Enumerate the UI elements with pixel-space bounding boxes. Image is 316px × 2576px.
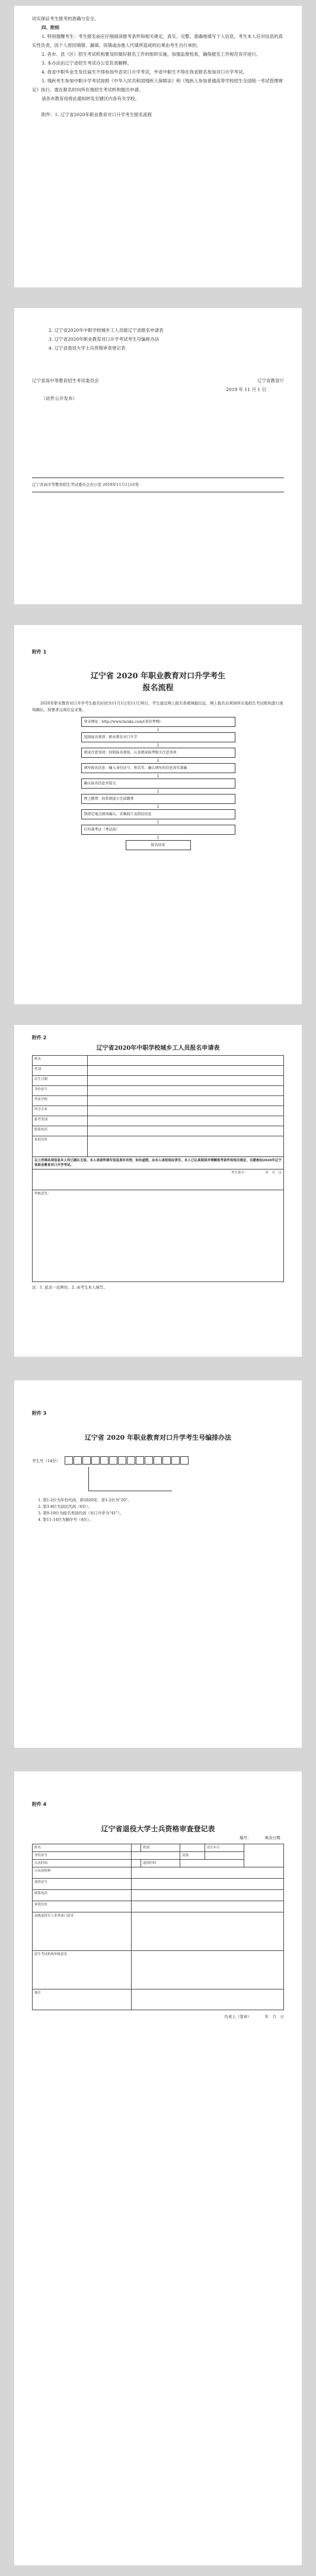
form-field[interactable]	[88, 1056, 284, 1066]
form-field[interactable]	[132, 1912, 284, 1951]
document-page-attachment-2	[14, 1025, 302, 1357]
paragraph: 4. 我省中职毕业生及往届生不得参加外省对口升学考试，外省中职生不得在我省报名参加对口升学考试。	[42, 69, 248, 75]
form-field[interactable]	[132, 1901, 284, 1912]
form-label: 出生年月	[205, 1844, 244, 1852]
flow-step: 确认报名信息并提交	[81, 778, 235, 789]
form-label: 招生考试机构审核意见	[33, 1951, 132, 1989]
publication-note: （此件公开发布）	[42, 396, 77, 401]
rule-item: 3. 第9-10位为报名类别代码（对口升学为"41"）。	[38, 1511, 124, 1516]
form-label: 备注	[33, 1989, 132, 2010]
form-label: 退役时间	[141, 1860, 180, 1867]
form-label: 民族	[180, 1852, 205, 1860]
form-meta: 编号： 填表日期：	[240, 1835, 284, 1840]
document-page-attachment-3	[14, 1380, 302, 1748]
section-heading: 四、附则	[42, 25, 59, 30]
attachment-tag: 附件 3	[32, 1411, 47, 1416]
form-field[interactable]	[205, 1852, 244, 1860]
form-label: 身份证号	[33, 1086, 88, 1096]
flow-arrow: ↓	[156, 742, 160, 748]
flow-arrow: ↓	[156, 804, 160, 809]
paragraph: 5. 残疾考生参加中职升学考试按照《中华人民共和国残疾人保障法》和《残疾人参加普通高等学校招生全国统一考试管理规定》执行，需在报名时向所在地招生考试机构提出申请。	[32, 78, 283, 92]
form-label: 入伍时间	[33, 1860, 132, 1867]
photo-field[interactable]	[244, 1844, 284, 1867]
flow-arrow: ↓	[156, 789, 160, 794]
form-field[interactable]	[132, 1951, 284, 1989]
form-label: 家庭住址	[33, 1901, 132, 1912]
attachment-item: 2. 辽宁省2020年中职学校城乡工人员报辽宁省报名申请表	[49, 328, 164, 333]
rule-item: 1. 第1-2位为年份代码，即2020年，第1-2位为"20"。	[38, 1498, 132, 1502]
form-field[interactable]	[88, 1126, 284, 1136]
paragraph: 2. 各市、县（区）招生考试机构要及时做好报名工作的组织实施，加强监督检查，确保报名工作规范有序进行。	[42, 52, 261, 57]
attachment-title: 辽宁省退役大学士兵资格审查登记表	[101, 1825, 215, 1833]
issuer-right: 辽宁省教育厅	[257, 378, 284, 383]
attachment-tag: 附件 2	[32, 1035, 47, 1040]
document-page-2	[14, 308, 302, 604]
flow-step: 选择报名类别：职业教育对口升学	[81, 732, 235, 742]
attachment-title: 报名流程	[142, 684, 174, 693]
attachment-list-heading: 附件：1. 辽宁省2020年职业教育对口升学考生报名流程	[42, 112, 152, 117]
form-label: 入伍前院校	[33, 1867, 132, 1879]
form-signature: 考生签字： 年 月 日	[33, 1170, 284, 1190]
flow-step: 到指定地点现场确认，采集照片及指纹信息	[81, 809, 235, 819]
exam-number-cells	[65, 1456, 189, 1467]
flow-step: 登录网址：http://www.lnzsks.com/(省招考网)	[81, 717, 235, 727]
attachment-title: 辽宁省 2020 年职业教育对口升学考生	[90, 672, 226, 681]
form-review: 审核意见：	[33, 1190, 284, 1282]
form-field[interactable]	[88, 1106, 284, 1116]
attachment-title: 辽宁省2020年中职学校城乡工人员报名申请表	[96, 1045, 220, 1052]
paragraph: 切实保证考生报考的准确与安全。	[32, 16, 99, 21]
flow-arrow: ↓	[156, 835, 160, 840]
issuer-left: 辽宁省高中等教育招生考试委员会	[32, 378, 99, 383]
issue-date: 2019 年 11 月 1 日	[226, 387, 266, 392]
flow-arrow: ↓	[156, 773, 160, 778]
attachment-item: 3. 辽宁省2020年职业教育对口升学考试考生号编排办法	[49, 337, 159, 342]
intro-text: 2020年职业教育对口升学考生报名时间为11月1日至11月30日，考生通过网上报名系统填报信息，网上报名后须到所在地招生考试机构进行现场确认，按要求完成信息采集。	[32, 701, 283, 712]
rule-item: 2. 第3-8位为县区代码（6位）。	[38, 1504, 92, 1509]
form-statement: 以上所填各项信息本人均已确认无误，本人承诺所填写信息真实有效，如有虚假，由本人承担相应责任。本人已认真阅读并理解报考条件和相关规定，自愿参加2020年辽宁省职业教育对口升学考试。	[33, 1157, 284, 1170]
form-label: 姓名	[33, 1056, 88, 1066]
form-label: 退役证号	[33, 1879, 132, 1890]
document-page-attachment-4	[14, 1771, 302, 2565]
paragraph: 请各市教育局将此通知转发至辖区内各有关学校。	[42, 96, 139, 101]
exam-number-label: 考生号（14位）	[32, 1459, 60, 1463]
form-field[interactable]	[132, 1879, 284, 1890]
flow-step: 打印准考证（考试前）	[81, 825, 235, 835]
form-label: 毕业学校	[33, 1096, 88, 1106]
form-label: 联系电话	[33, 1126, 88, 1136]
form-field[interactable]	[180, 1844, 205, 1852]
veteran-review-table	[32, 1844, 284, 2010]
bracket-lines	[88, 1467, 172, 1491]
form-field[interactable]	[88, 1086, 284, 1096]
form-field[interactable]	[88, 1116, 284, 1126]
form-field[interactable]	[88, 1076, 284, 1086]
form-label: 性别	[141, 1844, 180, 1852]
flow-arrow: ↓	[156, 758, 160, 763]
flow-step: 网上缴费：按系统提示完成缴费	[81, 794, 235, 804]
flow-step: 阅读注意事项：按照报名须知，认真阅读报考相关注意事项	[81, 748, 235, 758]
footer-text: 辽宁省高中等教育招生考试委员会办公室 2019年11月1日印发	[32, 482, 139, 487]
form-field[interactable]	[132, 1890, 284, 1901]
form-label: 所学专业	[33, 1106, 88, 1116]
form-field[interactable]	[132, 1852, 180, 1860]
form-field[interactable]	[132, 1989, 284, 2010]
flow-arrow: ↓	[156, 727, 160, 732]
attachment-tag: 附件 4	[32, 1802, 47, 1807]
form-notes: 注：1. 此表一式两份。2. 由考生本人填写。	[32, 1285, 108, 1290]
form-field[interactable]	[88, 1066, 284, 1076]
form-label: 出生日期	[33, 1076, 88, 1086]
form-label: 身份证号	[33, 1852, 132, 1860]
document-page-1	[14, 6, 302, 287]
form-label: 联系电话	[33, 1890, 132, 1901]
attachment-tag: 附件 1	[32, 649, 47, 655]
rule-item: 4. 第11-14位为顺序号（4位）。	[38, 1517, 93, 1522]
form-label: 性别	[33, 1066, 88, 1076]
form-label: 家庭住址	[33, 1136, 88, 1157]
flow-step: 填写报名信息：输入身份证号、姓名等，确认填写的信息真实准确	[81, 763, 235, 773]
form-field[interactable]	[88, 1096, 284, 1106]
paragraph: 1. 特别提醒考生：考生报名前应仔细阅读报考条件和相关规定，真实、完整、准确地填写个人信息，考生本人应对信息的真实性负责，因个人原因填错、漏填、误填或由他人代填所造成的后果由考生自行承担。	[32, 34, 283, 48]
attachment-title: 辽宁省 2020 年职业教育对口升学考生号编排办法	[84, 1434, 232, 1441]
form-label: 姓名	[33, 1844, 132, 1852]
form-field[interactable]	[132, 1844, 141, 1852]
flow-arrow: ↓	[156, 819, 160, 825]
document-page-attachment-1	[14, 625, 302, 1004]
form-field[interactable]	[132, 1867, 284, 1879]
flow-end: 报名结束	[126, 840, 191, 850]
form-field[interactable]	[180, 1860, 244, 1867]
paragraph: 3. 本办法由辽宁省招生考试办公室负责解释。	[42, 60, 132, 66]
form-signature: 负责人（签章） 年 月 日	[224, 2014, 284, 2019]
attachment-item: 4. 辽宁省退役大学士兵资格审查登记表	[49, 345, 126, 351]
flowchart	[81, 717, 235, 850]
form-field[interactable]	[88, 1136, 284, 1157]
form-label: 县级退役军人事务部门意见	[33, 1912, 132, 1951]
form-field[interactable]	[132, 1860, 141, 1867]
form-label: 报考类别	[33, 1116, 88, 1126]
application-form-table	[32, 1055, 284, 1282]
